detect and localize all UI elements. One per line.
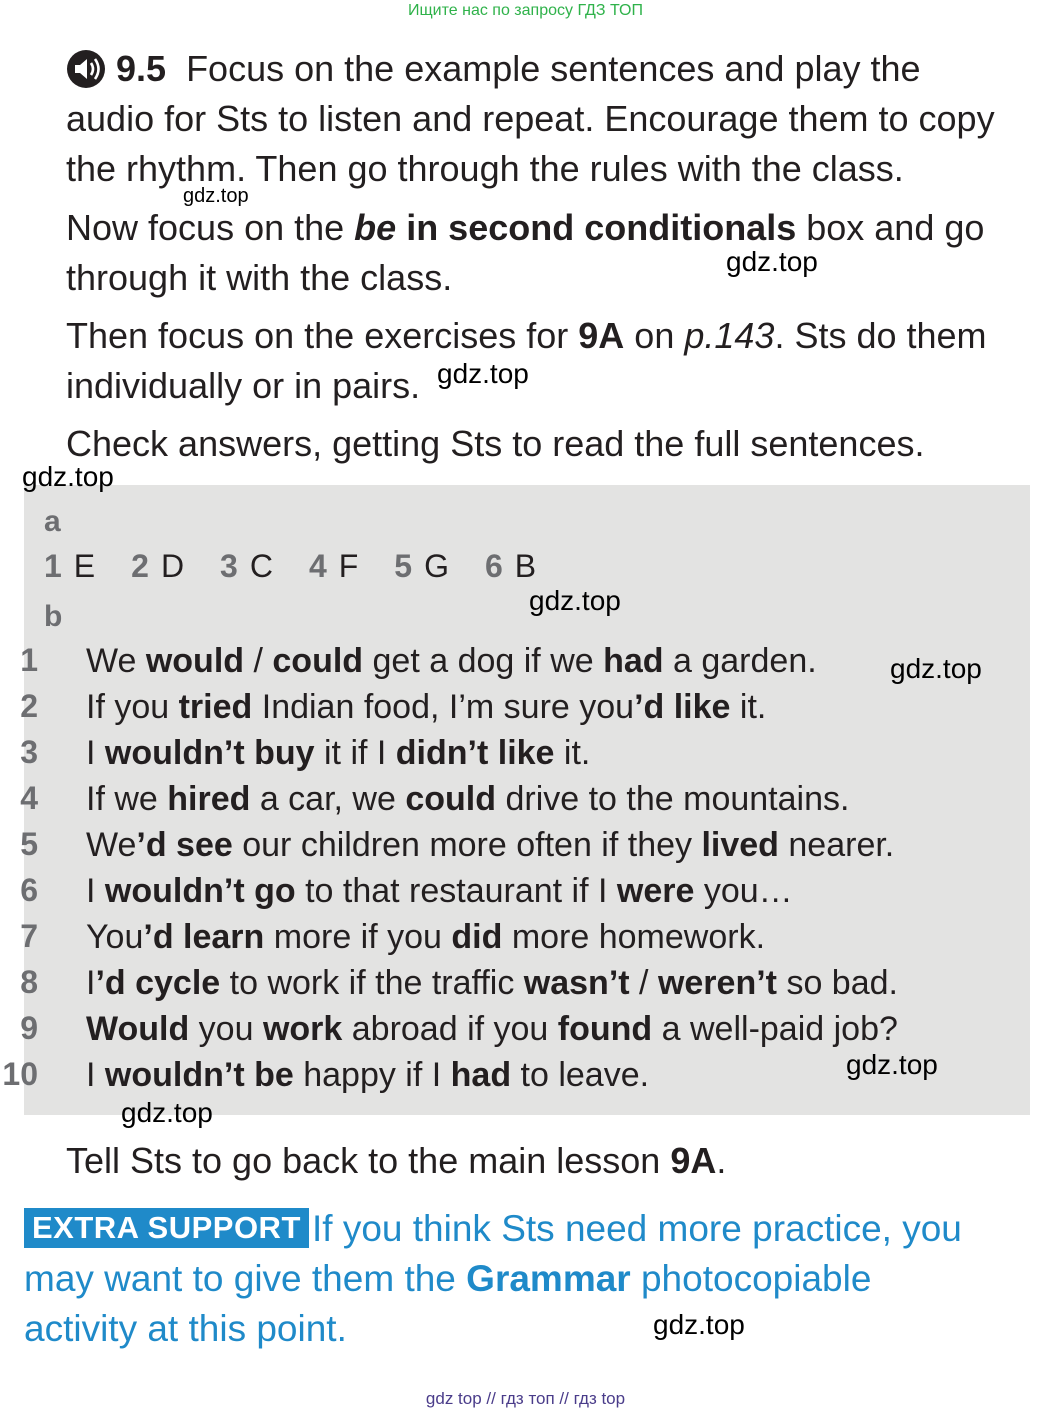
answer-sentence: I’d cycle to work if the traffic wasn’t / weren’t so bad.	[86, 964, 898, 1002]
key-item: 3 C	[220, 548, 273, 584]
answer-sentence: We’d see our children more often if they lived nearer.	[86, 826, 895, 864]
extra-line-3: activity at this point.	[24, 1308, 347, 1349]
watermark: gdz.top	[726, 246, 818, 277]
answer-row	[0, 780, 1000, 826]
para4: Check answers, getting Sts to read the full sentences.	[66, 423, 925, 464]
extra-support-tag: EXTRA SUPPORT	[24, 1208, 309, 1248]
watermark: gdz.top	[653, 1309, 745, 1340]
key-item: 1 E	[44, 548, 96, 584]
watermark: gdz.top	[121, 1097, 213, 1128]
audio-icon	[66, 49, 106, 89]
para3-line-1: Then focus on the exercises for 9A on p.143. Sts do them	[66, 315, 987, 356]
answer-row	[0, 826, 1000, 872]
intro-line-2: audio for Sts to listen and repeat. Encourage them to copy	[66, 98, 995, 139]
intro-line-3: the rhythm. Then go through the rules with the class.	[66, 148, 904, 189]
answer-sentence: You’d learn more if you did more homework.	[86, 918, 766, 956]
closing-line: Tell Sts to go back to the main lesson 9A.	[66, 1140, 727, 1181]
answer-number: 3	[20, 734, 38, 770]
watermark: gdz.top	[890, 653, 982, 684]
watermark: gdz.top	[437, 358, 529, 389]
answer-sentence: If we hired a car, we could drive to the mountains.	[86, 780, 850, 818]
answer-sentence: I wouldn’t buy it if I didn’t like it.	[86, 734, 591, 772]
answer-number: 1	[20, 642, 38, 678]
answer-number: 8	[20, 964, 38, 1000]
intro-line-1: 9.5 Focus on the example sentences and play the	[116, 48, 921, 89]
answer-row	[0, 688, 1000, 734]
extra-line-1: If you think Sts need more practice, you	[312, 1208, 962, 1249]
section-label-a: a	[44, 505, 61, 538]
answer-number: 5	[20, 826, 38, 862]
para2-line-2: through it with the class.	[66, 257, 453, 298]
answer-number: 10	[2, 1056, 38, 1092]
answer-key-a	[44, 548, 572, 585]
answer-sentence: We would / could get a dog if we had a garden.	[86, 642, 817, 680]
answer-sentence: I wouldn’t be happy if I had to leave.	[86, 1056, 650, 1094]
answer-row	[0, 964, 1000, 1010]
section-label-b: b	[44, 600, 63, 633]
key-item: 2 D	[131, 548, 185, 584]
track-number: 9.5	[116, 48, 167, 89]
footer[interactable]: gdz top // гдз топ // гдз top	[425, 1389, 626, 1408]
answer-row	[0, 872, 1000, 918]
answer-number: 9	[20, 1010, 38, 1046]
answer-number: 4	[20, 780, 38, 816]
top-banner[interactable]: Ищите нас по запросу ГДЗ ТОП	[408, 2, 643, 19]
answer-sentence: Would you work abroad if you found a well-paid job?	[86, 1010, 898, 1048]
key-item: 4 F	[308, 548, 359, 584]
answer-row	[0, 642, 1000, 688]
extra-line-2: may want to give them the Grammar photocopiable	[24, 1258, 872, 1299]
para3-line-2: individually or in pairs.	[66, 365, 421, 406]
answer-number: 2	[20, 688, 38, 724]
watermark: gdz.top	[846, 1049, 938, 1080]
key-item: 6 B	[484, 548, 537, 584]
answer-row	[0, 734, 1000, 780]
answer-row	[0, 918, 1000, 964]
answer-sentence: If you tried Indian food, I’m sure you’d like it.	[86, 688, 767, 726]
key-item: 5 G	[394, 548, 449, 584]
watermark: gdz.top	[22, 461, 114, 492]
para2-line-1: Now focus on the be in second conditionals box and go	[66, 207, 985, 248]
watermark: gdz.top	[529, 585, 621, 616]
answer-sentence: I wouldn’t go to that restaurant if I were you…	[86, 872, 793, 910]
answer-number: 7	[20, 918, 38, 954]
watermark: gdz.top	[183, 185, 249, 207]
answer-number: 6	[20, 872, 38, 908]
